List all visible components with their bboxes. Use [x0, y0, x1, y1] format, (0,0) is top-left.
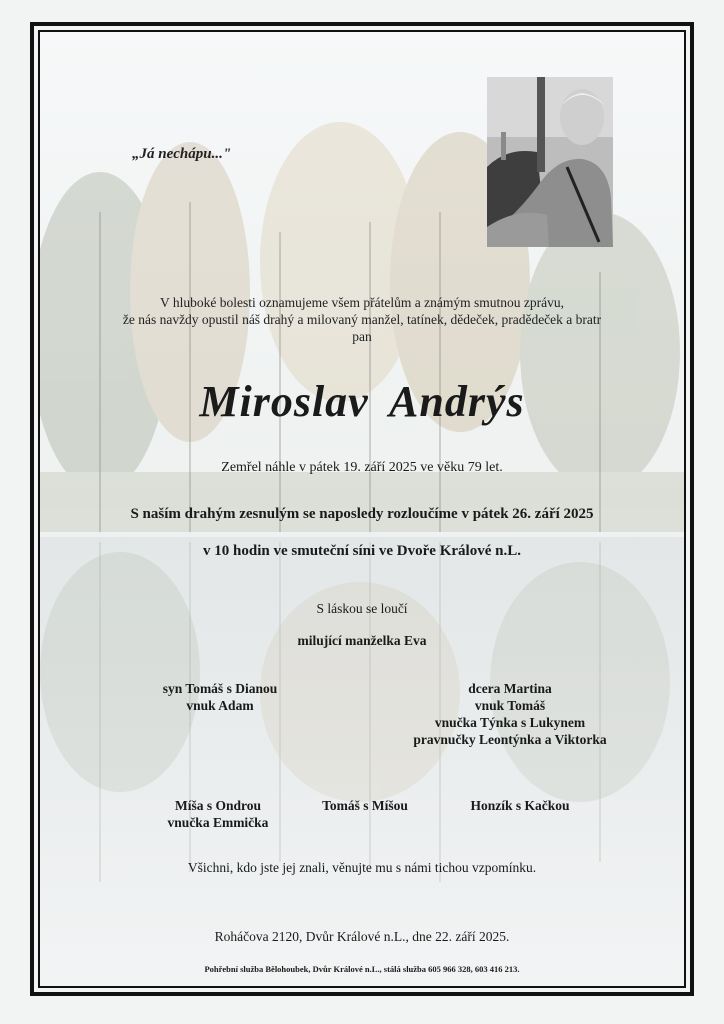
wife-line: milující manželka Eva [297, 633, 427, 648]
family-left-column [150, 680, 290, 714]
family-member: vnuk Adam [186, 698, 254, 713]
funeral-service-info: Pohřební služba Bělohoubek, Dvůr Králové n.L., stálá služba 605 966 328, 603 416 213. [204, 964, 520, 974]
family-member: syn Tomáš s Dianou [162, 681, 278, 696]
motto: „Já nechápu..." [132, 146, 232, 162]
death-notice: Zemřel náhle v pátek 19. září 2025 ve věku 79 let. [221, 460, 503, 475]
intro-line: pan [352, 329, 372, 344]
family-member: Míša s Ondrou [174, 798, 262, 813]
family-member: Honzík s Kačkou [470, 798, 570, 813]
family-member: vnučka Týnka s Lukynem [434, 715, 586, 730]
notice-content [40, 32, 684, 986]
deceased-name: Miroslav Andrýs [199, 377, 525, 426]
inner-frame [38, 30, 686, 988]
family-member: vnučka Emmička [167, 815, 269, 830]
closing-text: Všichni, kdo jste jej znali, věnujte mu s námi tichou vzpomínku. [187, 860, 537, 875]
intro-line: V hluboké bolesti oznamujeme všem přátelům a známým smutnou zprávu, [160, 295, 564, 310]
farewell-text: S láskou se loučí [316, 601, 408, 616]
funeral-place: v 10 hodin ve smuteční síni ve Dvoře Králové n.L. [203, 543, 521, 559]
funeral-date: S naším drahým zesnulým se naposledy rozloučíme v pátek 26. září 2025 [130, 506, 594, 522]
family-row3-middle [310, 797, 420, 814]
place-date: Roháčova 2120, Dvůr Králové n.L., dne 22. září 2025. [214, 929, 510, 944]
family-member: Tomáš s Míšou [322, 798, 408, 813]
family-row3-left [158, 797, 278, 831]
family-member: pravnučky Leontýnka a Viktorka [413, 732, 607, 747]
family-right-column [395, 680, 625, 748]
intro-text [40, 294, 684, 345]
family-row3-right [450, 797, 590, 814]
portrait-image [487, 77, 613, 247]
family-member: vnuk Tomáš [474, 698, 546, 713]
family-member: dcera Martina [468, 681, 552, 696]
intro-line: že nás navždy opustil náš drahý a milovaný manžel, tatínek, dědeček, pradědeček a bratr [122, 312, 602, 327]
portrait-photo [487, 77, 613, 247]
